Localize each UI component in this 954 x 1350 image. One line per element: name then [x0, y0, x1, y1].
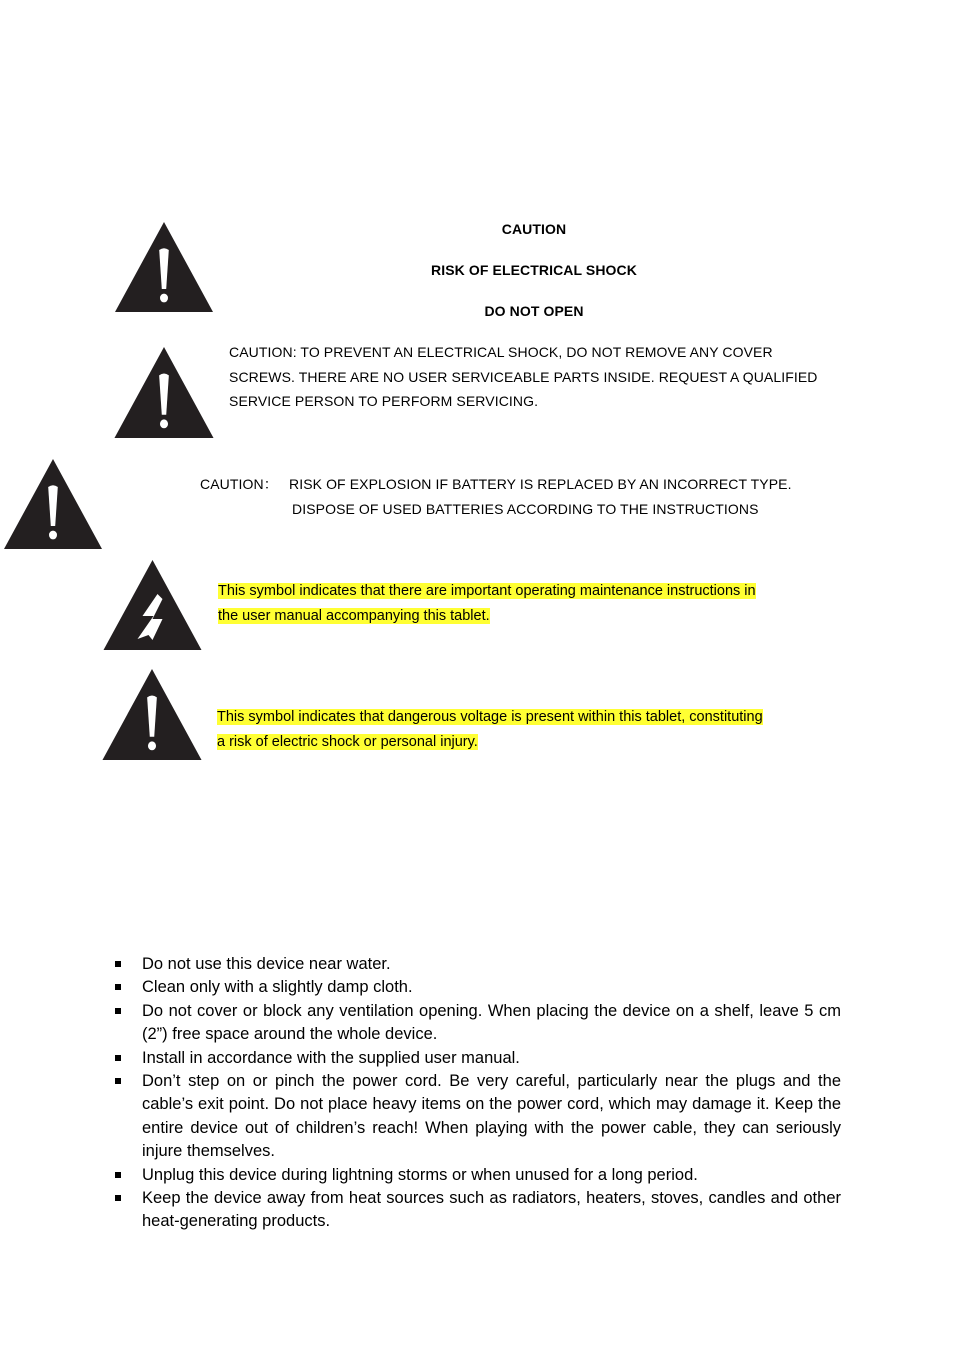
list-item: Unplug this device during lightning storms or when unused for a long period. [113, 1164, 841, 1187]
caution-heading: CAUTION [501, 221, 567, 237]
safety-instructions-list [113, 953, 841, 1234]
cover-caution-line: SCREWS. THERE ARE NO USER SERVICEABLE PARTS INSIDE. REQUEST A QUALIFIED [229, 368, 818, 385]
battery-caution-label: CAUTION： [200, 476, 278, 492]
do-not-open-heading: DO NOT OPEN [484, 303, 584, 319]
cover-caution-text [229, 340, 818, 414]
cover-caution-line: SERVICE PERSON TO PERFORM SERVICING. [229, 393, 539, 409]
list-item: Do not cover or block any ventilation opening. When placing the device on a shelf, leave 5 cm (2”) free space around the whole device. [113, 1000, 841, 1047]
voltage-symbol-note [217, 705, 763, 754]
highlighted-note-line: This symbol indicates that there are important operating maintenance instructions in [218, 583, 756, 599]
exclamation-warning-icon [1, 458, 105, 550]
highlighted-note-line: This symbol indicates that dangerous voltage is present within this tablet, constituting [217, 709, 763, 725]
exclamation-warning-icon [100, 668, 204, 761]
cover-caution-line: CAUTION: TO PREVENT AN ELECTRICAL SHOCK, DO NOT REMOVE ANY COVER [229, 344, 773, 360]
highlighted-note-line: a risk of electric shock or personal injury. [217, 733, 478, 750]
list-item: Install in accordance with the supplied user manual. [113, 1047, 841, 1070]
battery-caution-line: DISPOSE OF USED BATTERIES ACCORDING TO THE INSTRUCTIONS [292, 501, 759, 517]
exclamation-warning-icon [112, 221, 216, 313]
lightning-warning-icon [101, 559, 204, 651]
shock-risk-heading: RISK OF ELECTRICAL SHOCK [431, 262, 637, 278]
battery-caution-line: RISK OF EXPLOSION IF BATTERY IS REPLACED BY AN INCORRECT TYPE. [289, 476, 792, 492]
highlighted-note-line: the user manual accompanying this tablet. [218, 607, 490, 624]
list-item: Clean only with a slightly damp cloth. [113, 976, 841, 999]
list-item: Keep the device away from heat sources such as radiators, heaters, stoves, candles and other heat-generating products. [113, 1187, 841, 1234]
list-item: Do not use this device near water. [113, 953, 841, 976]
exclamation-warning-icon [112, 346, 216, 439]
list-item: Don’t step on or pinch the power cord. Be very careful, particularly near the plugs and the cable’s exit point. Do not place heavy items on the power cord, which may damage it. Keep the entire device out of children’s reach! When playing with the power cable, they can seriously injure themselves. [113, 1070, 841, 1164]
lightning-symbol-note [218, 579, 756, 628]
